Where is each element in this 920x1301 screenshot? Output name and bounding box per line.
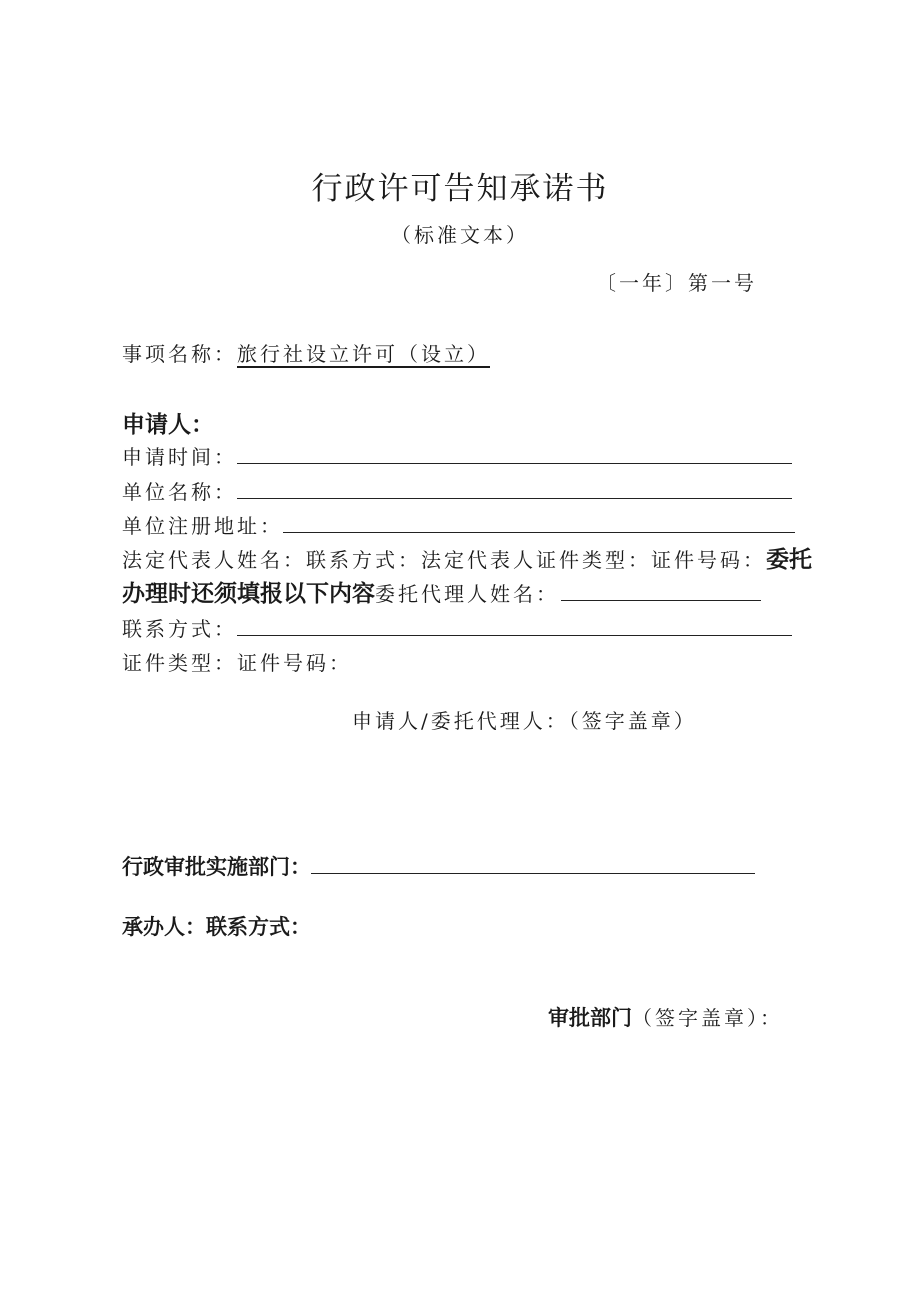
approval-signature-dept: 审批部门 <box>548 1006 632 1030</box>
approval-signature <box>548 1002 783 1032</box>
contact-field[interactable] <box>237 635 792 636</box>
approval-dept-row <box>122 851 755 881</box>
address-label: 单位注册地址： <box>122 514 283 538</box>
approval-dept-label: 行政审批实施部门： <box>122 855 311 879</box>
document-number: 〔一年〕第一号 <box>596 271 757 295</box>
document-title: 行政许可告知承诺书 <box>311 171 609 207</box>
applicant-heading: 申请人： <box>122 412 214 438</box>
handler-row: 承办人：联系方式： <box>122 915 311 939</box>
document-subtitle: （标准文本） <box>391 223 529 247</box>
matter-row <box>122 341 490 367</box>
apply-date-field[interactable] <box>237 463 792 464</box>
legal-rep-line: 法定代表人姓名：联系方式：法定代表人证件类型：证件号码： <box>122 548 766 572</box>
apply-date-label: 申请时间： <box>122 445 237 469</box>
contact-label: 联系方式： <box>122 617 237 641</box>
company-name-field[interactable] <box>237 498 792 499</box>
proxy-name-label: 委托代理人姓名： <box>375 582 559 606</box>
matter-label: 事项名称： <box>122 342 237 366</box>
address-row <box>122 513 795 539</box>
proxy-name-row <box>122 581 761 607</box>
approval-signature-tail: （签字盖章）： <box>632 1006 783 1030</box>
company-name-label: 单位名称： <box>122 480 237 504</box>
proxy-note-a: 委托 <box>766 547 812 573</box>
apply-date-row <box>122 444 792 470</box>
address-field[interactable] <box>283 532 795 533</box>
proxy-name-field[interactable] <box>561 600 761 601</box>
company-name-row <box>122 479 792 505</box>
applicant-signature: 申请人/委托代理人：（签字盖章） <box>352 709 697 733</box>
contact-row <box>122 616 792 642</box>
matter-value: 旅行社设立许可（设立） <box>237 342 490 366</box>
legal-rep-row <box>122 547 812 573</box>
id-row: 证件类型：证件号码： <box>122 651 352 675</box>
approval-dept-field[interactable] <box>311 873 755 874</box>
proxy-note-b: 办理时还须填报以下内容 <box>122 581 375 607</box>
